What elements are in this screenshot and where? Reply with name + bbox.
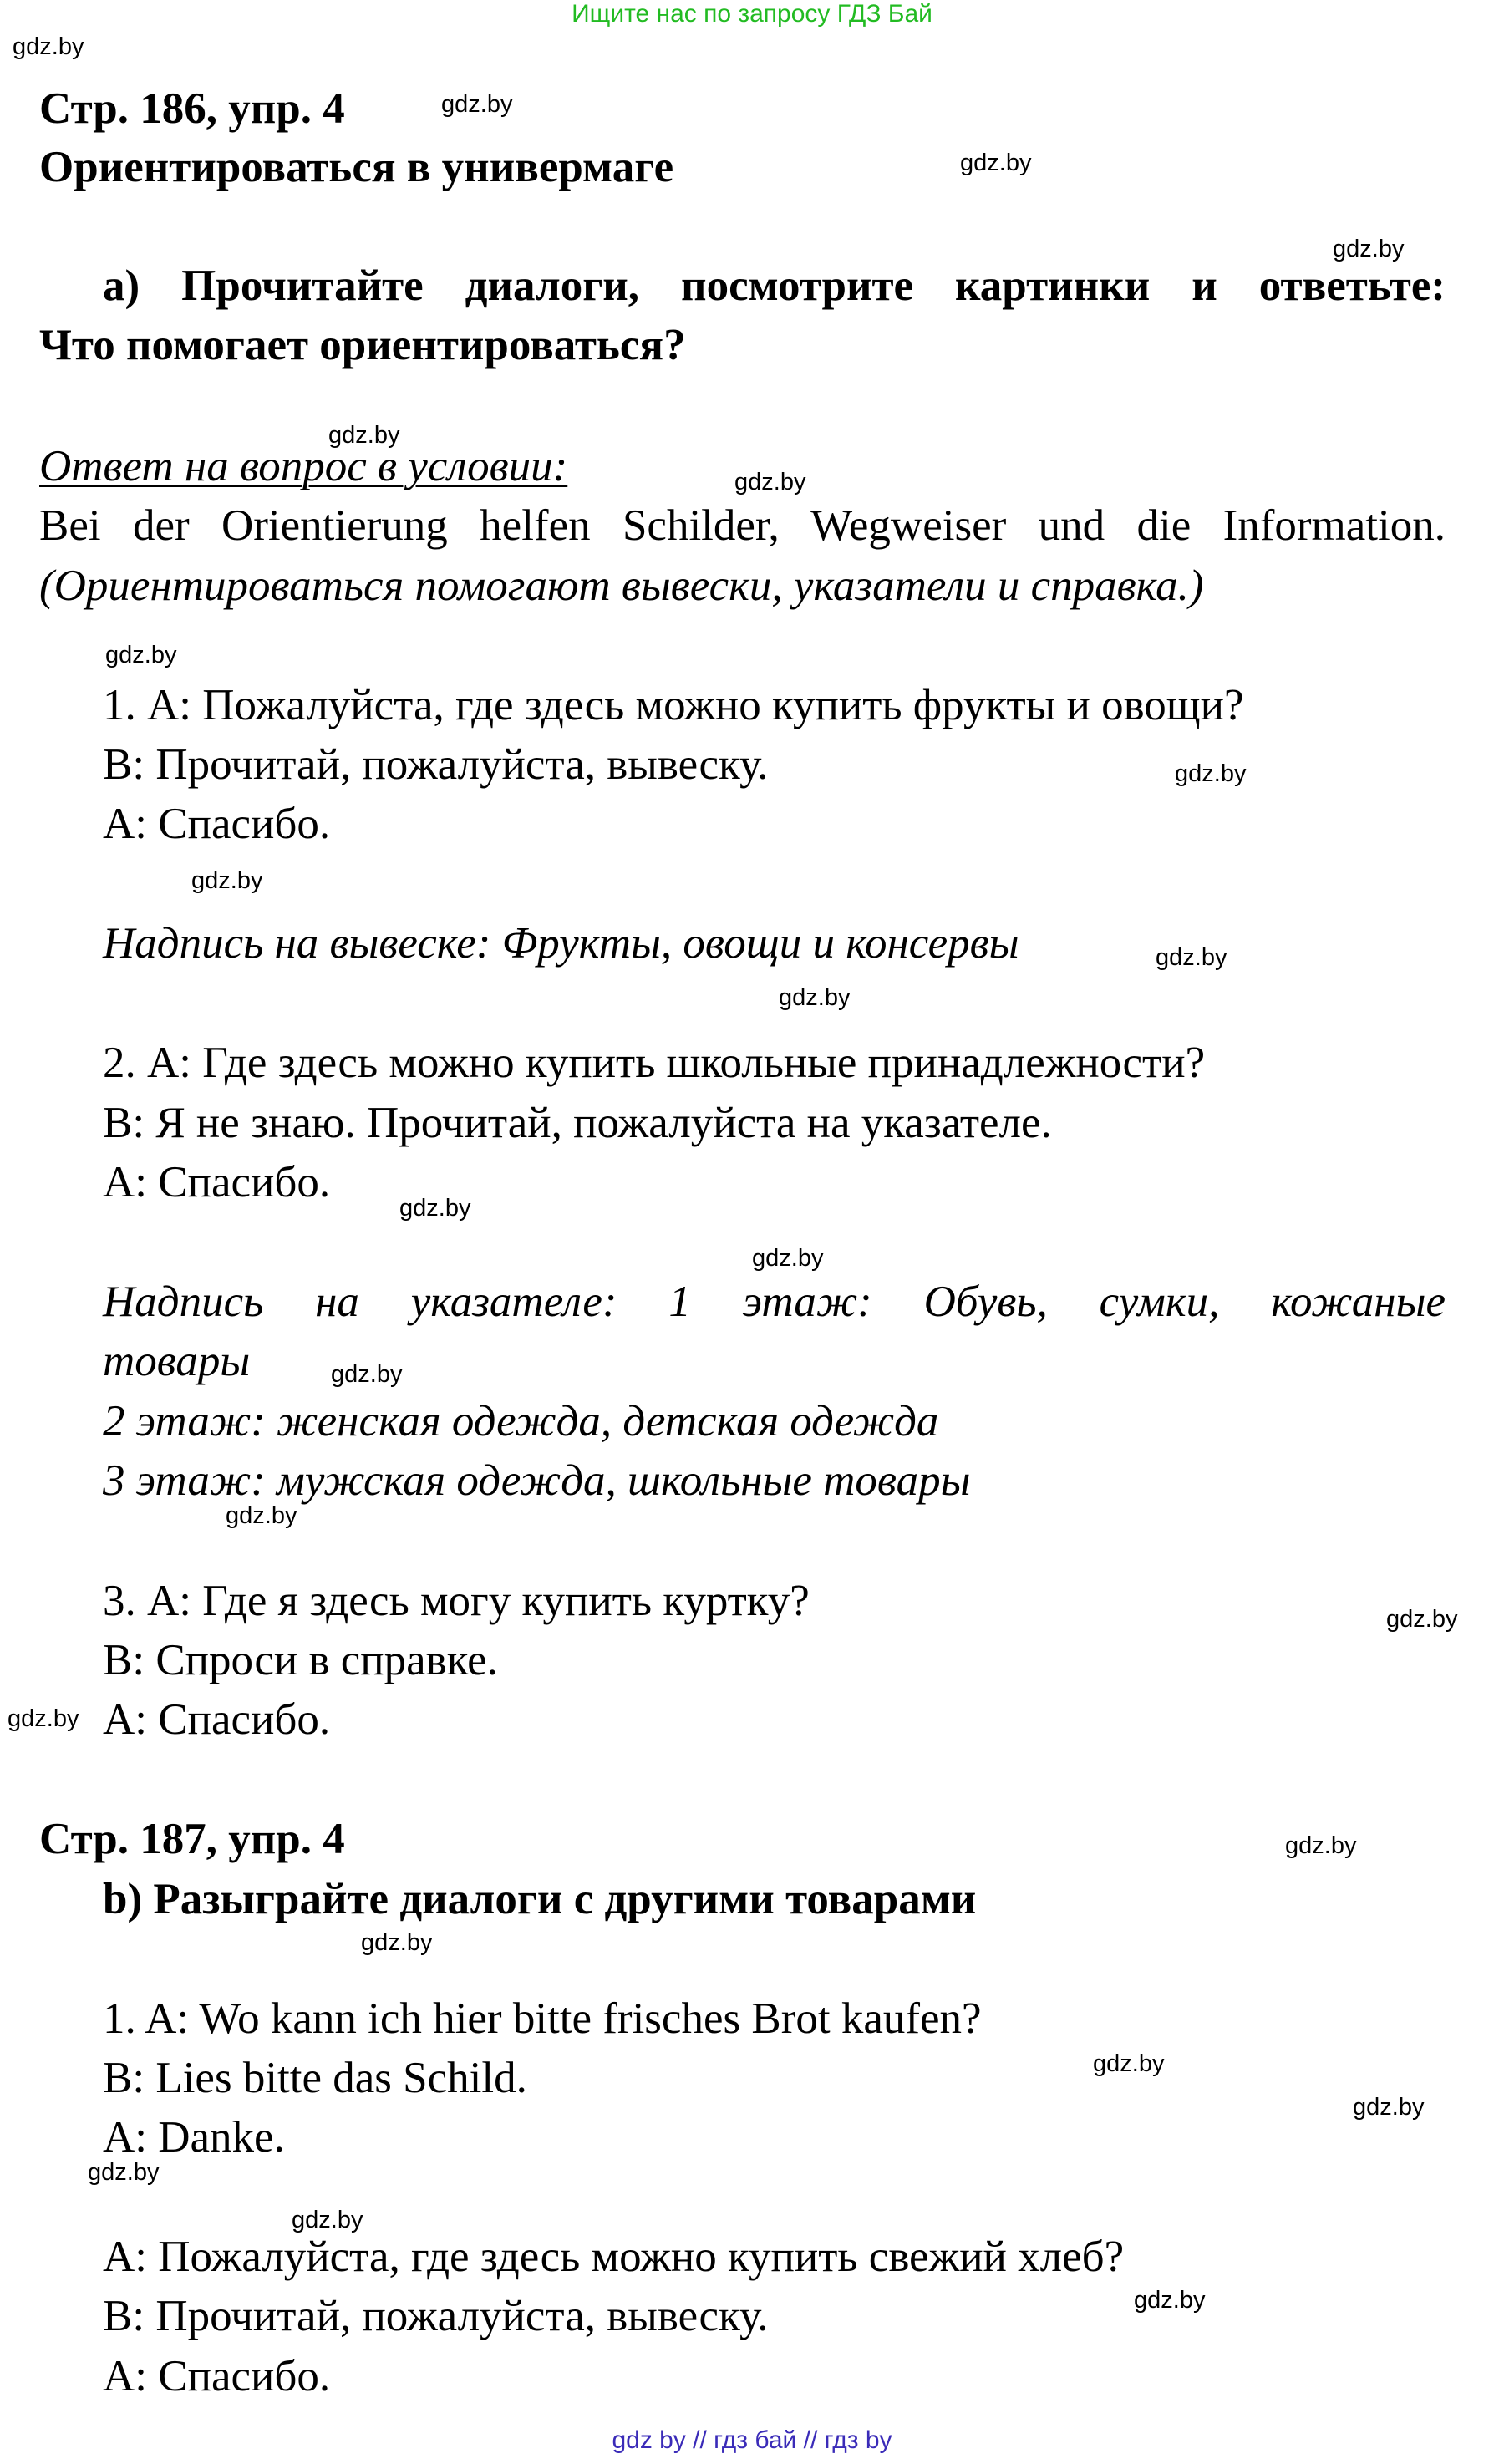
dialog4-ru-line2: В: Прочитай, пожалуйста, вывеску. (103, 2292, 769, 2340)
dialog4-ru-line3: А: Спасибо. (103, 2352, 331, 2400)
answer-russian: (Ориентироваться помогают вывески, указатели и справка.) (39, 561, 1204, 610)
dialog2-sign-line1: Надпись на указателе: 1 этаж: Обувь, сумки, кожаные (103, 1278, 1446, 1326)
dialog2-sign-line2: товары (103, 1337, 251, 1385)
watermark: gdz.by (441, 91, 513, 118)
watermark: gdz.by (105, 642, 177, 668)
dialog4-line3: A: Danke. (103, 2113, 285, 2162)
dialog3-line1: 3. А: Где я здесь могу купить куртку? (103, 1577, 810, 1625)
watermark: gdz.by (331, 1361, 403, 1388)
dialog4-line2: B: Lies bitte das Schild. (103, 2054, 527, 2102)
dialog1-line2: В: Прочитай, пожалуйста, вывеску. (103, 740, 769, 789)
dialog2-line1: 2. А: Где здесь можно купить школьные принадлежности? (103, 1039, 1206, 1087)
watermark: gdz.by (328, 422, 400, 449)
section2-task: b) Разыграйте диалоги с другими товарами (103, 1875, 977, 1923)
dialog2-sign-line4: 3 этаж: мужская одежда, школьные товары (103, 1456, 971, 1505)
answer-label: Ответ на вопрос в условии: (39, 442, 568, 490)
watermark: gdz.by (960, 150, 1032, 176)
top-banner: Ищите нас по запросу ГДЗ Бай (572, 0, 932, 28)
answer-german: Bei der Orientierung helfen Schilder, Wegweiser und die Information. (39, 501, 1446, 550)
dialog4-ru-line1: А: Пожалуйста, где здесь можно купить свежий хлеб? (103, 2233, 1125, 2281)
section1-title: Стр. 186, упр. 4 (39, 84, 345, 133)
watermark: gdz.by (191, 867, 263, 894)
dialog1-line3: А: Спасибо. (103, 800, 331, 848)
footer: gdz by // гдз бай // гдз by (612, 2426, 892, 2454)
watermark: gdz.by (779, 984, 851, 1011)
watermark: gdz.by (734, 469, 806, 495)
section1-task-line2: Что помогает ориентироваться? (39, 321, 686, 369)
dialog2-line3: А: Спасибо. (103, 1158, 331, 1207)
watermark: gdz.by (1353, 2094, 1425, 2121)
dialog1-line1: 1. А: Пожалуйста, где здесь можно купить фрукты и овощи? (103, 681, 1244, 729)
dialog4-line1: 1. A: Wo kann ich hier bitte frisches Brot kaufen? (103, 1994, 982, 2043)
dialog2-sign-line3: 2 этаж: женская одежда, детская одежда (103, 1397, 939, 1445)
watermark: gdz.by (1386, 1606, 1458, 1633)
watermark: gdz.by (88, 2159, 160, 2186)
watermark: gdz.by (1175, 760, 1247, 787)
dialog1-sign: Надпись на вывеске: Фрукты, овощи и консервы (103, 919, 1019, 968)
watermark: gdz.by (8, 1705, 79, 1732)
watermark: gdz.by (1285, 1832, 1357, 1859)
watermark: gdz.by (13, 33, 84, 60)
watermark: gdz.by (752, 1245, 824, 1272)
watermark: gdz.by (399, 1195, 471, 1222)
watermark: gdz.by (226, 1502, 297, 1529)
watermark: gdz.by (1093, 2050, 1165, 2077)
dialog3-line3: А: Спасибо. (103, 1695, 331, 1744)
watermark: gdz.by (1156, 944, 1227, 971)
watermark: gdz.by (292, 2207, 363, 2233)
watermark: gdz.by (1333, 236, 1405, 262)
dialog3-line2: В: Спроси в справке. (103, 1636, 498, 1684)
watermark: gdz.by (361, 1929, 433, 1956)
section2-title: Стр. 187, упр. 4 (39, 1815, 345, 1863)
section1-task-line1: а) Прочитайте диалоги, посмотрите картинки и ответьте: (103, 262, 1446, 310)
section1-subtitle: Ориентироваться в универмаге (39, 143, 674, 191)
dialog2-line2: В: Я не знаю. Прочитай, пожалуйста на указателе. (103, 1099, 1052, 1147)
watermark: gdz.by (1134, 2287, 1206, 2314)
